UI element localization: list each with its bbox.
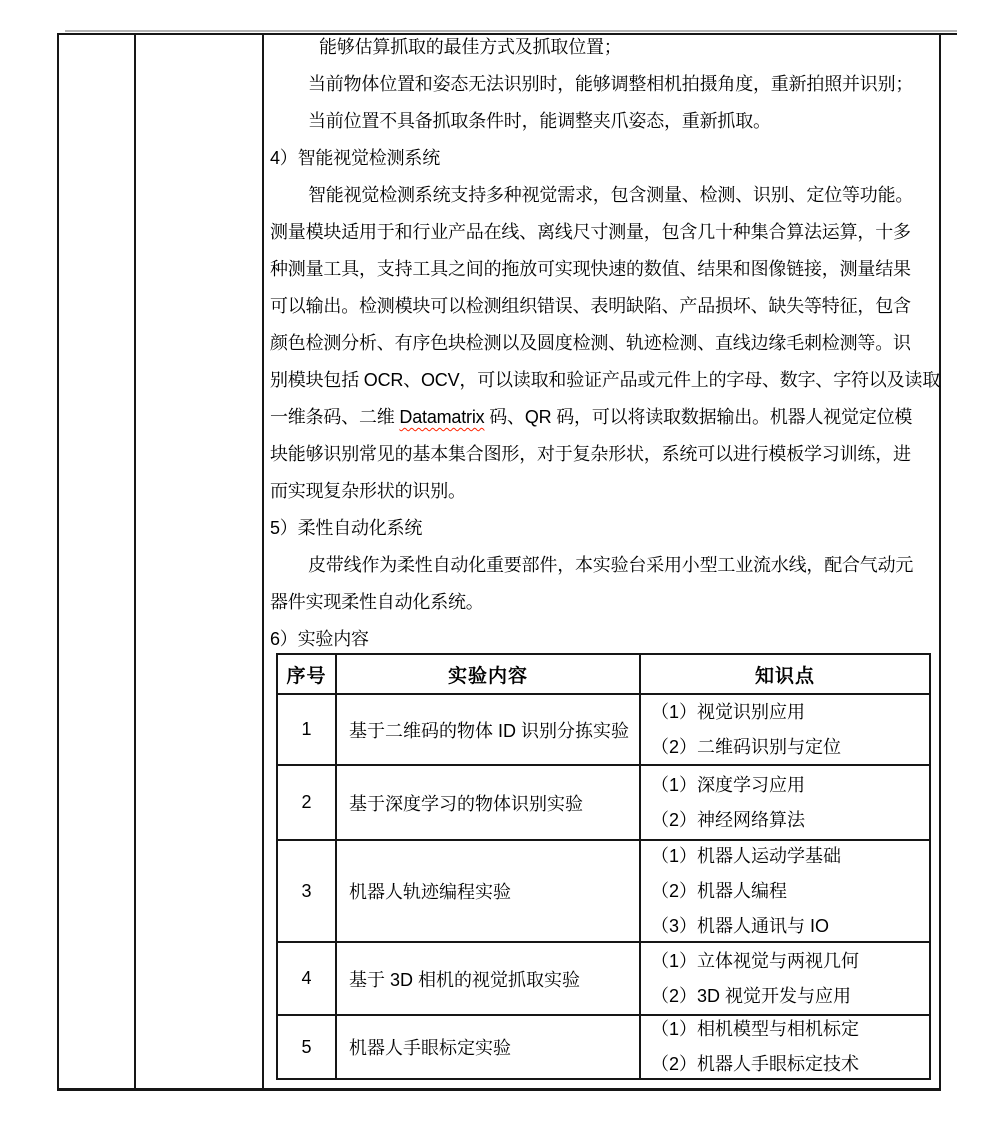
cell-row-number: 2 <box>301 792 312 812</box>
paragraph-line <box>270 584 946 621</box>
cell-experiment-name: 基于 3D 相机的视觉抓取实验 <box>335 943 639 1014</box>
cell-row-number: 4 <box>301 968 312 988</box>
cell-knowledge-points <box>639 841 929 941</box>
text-segment: 当前物体位置和姿态无法识别时，能够调整相机拍摄角度，重新拍照并识别； <box>308 74 914 94</box>
knowledge-point: （2）机器人编程 <box>651 880 788 901</box>
paragraph-line <box>270 288 946 325</box>
text-segment: 种测量工具，支持工具之间的拖放可实现快速的数值、结果和图像链接，测量结果 <box>270 259 911 279</box>
paragraph-line <box>270 140 946 177</box>
paragraph-line <box>270 251 946 288</box>
table-row <box>278 693 929 764</box>
paragraph-line <box>270 362 946 399</box>
knowledge-point: （1）相机模型与相机标定 <box>651 1019 860 1039</box>
experiments-table <box>276 653 931 1080</box>
knowledge-point: （2）机器人手眼标定技术 <box>651 1054 860 1074</box>
cell-knowledge-points <box>639 695 929 764</box>
paragraph-line <box>270 103 946 140</box>
text-segment: 一维条码、二维 <box>270 407 400 427</box>
table-row <box>278 941 929 1014</box>
cell-experiment-name: 基于二维码的物体 ID 识别分拣实验 <box>335 695 639 764</box>
knowledge-point: （3）机器人通讯与 IO <box>651 915 830 936</box>
paragraph-line <box>270 214 946 251</box>
text-segment: 而实现复杂形状的识别。 <box>270 481 466 501</box>
cell-experiment-name: 机器人手眼标定实验 <box>335 1016 639 1078</box>
spellcheck-flagged-word: Datamatrix <box>399 407 485 427</box>
text-segment: 4）智能视觉检测系统 <box>270 148 441 168</box>
text-segment: 当前位置不具备抓取条件时，能调整夹爪姿态，重新抓取。 <box>308 111 771 131</box>
table-row <box>278 839 929 941</box>
text-segment: 5）柔性自动化系统 <box>270 518 423 538</box>
knowledge-point: （1）立体视觉与两视几何 <box>651 950 860 971</box>
knowledge-point: （1）视觉识别应用 <box>651 701 806 722</box>
knowledge-point: （2）3D 视觉开发与应用 <box>651 985 852 1006</box>
paragraph-line <box>270 66 946 103</box>
paragraph-line <box>270 436 946 473</box>
experiments-table-header-row <box>278 655 929 693</box>
paragraph-line <box>270 325 946 362</box>
knowledge-point: （1）深度学习应用 <box>651 774 806 795</box>
cell-knowledge-points <box>639 943 929 1014</box>
paragraph-line <box>270 473 946 510</box>
cell-experiment-name: 机器人轨迹编程实验 <box>335 841 639 941</box>
knowledge-point: （2）二维码识别与定位 <box>651 736 842 757</box>
text-segment: 器件实现柔性自动化系统。 <box>270 592 484 612</box>
text-segment: 颜色检测分析、有序色块检测以及圆度检测、轨迹检测、直线边缘毛刺检测等。识 <box>270 333 911 353</box>
text-segment: 块能够识别常见的基本集合图形，对于复杂形状，系统可以进行模板学习训练，进 <box>270 444 911 464</box>
table-row <box>278 764 929 839</box>
cell-experiment-name: 基于深度学习的物体识别实验 <box>335 766 639 839</box>
text-segment: 测量模块适用于和行业产品在线、离线尺寸测量，包含几十种集合算法运算，十多 <box>270 222 911 242</box>
outer-table <box>57 33 941 1091</box>
cell-knowledge-points <box>639 1016 929 1078</box>
outer-table-column-divider-1 <box>134 35 136 1088</box>
text-segment: 智能视觉检测系统支持多种视觉需求，包含测量、检测、识别、定位等功能。 <box>308 185 914 205</box>
knowledge-point: （2）神经网络算法 <box>651 809 806 830</box>
text-segment: 能够估算抓取的最佳方式及抓取位置； <box>319 37 622 57</box>
paragraph-line <box>270 547 946 584</box>
text-segment: 6）实验内容 <box>270 629 369 649</box>
cell-row-number: 5 <box>301 1036 312 1057</box>
text-segment: 皮带线作为柔性自动化重要部件，本实验台采用小型工业流水线，配合气动元 <box>308 555 914 575</box>
table-row <box>278 1014 929 1078</box>
paragraph-line <box>270 399 946 436</box>
knowledge-point: （1）机器人运动学基础 <box>651 845 842 866</box>
cell-row-number: 1 <box>301 719 312 739</box>
paragraph-line <box>270 510 946 547</box>
col-header-no: 序号 <box>286 665 327 687</box>
cell-knowledge-points <box>639 766 929 839</box>
text-segment: 别模块包括 OCR、OCV，可以读取和验证产品或元件上的字母、数字、字符以及读取 <box>270 370 941 390</box>
paragraph-line <box>270 29 946 66</box>
paragraph-line <box>270 177 946 214</box>
description-text-block <box>264 29 946 658</box>
text-segment: 可以输出。检测模块可以检测组织错误、表明缺陷、产品损坏、缺失等特征，包含 <box>270 296 911 316</box>
cell-row-number: 3 <box>301 880 312 901</box>
text-segment: 码、QR 码，可以将读取数据输出。机器人视觉定位模 <box>484 407 913 427</box>
col-header-experiment: 实验内容 <box>335 655 639 693</box>
col-header-knowledge: 知识点 <box>639 655 929 693</box>
